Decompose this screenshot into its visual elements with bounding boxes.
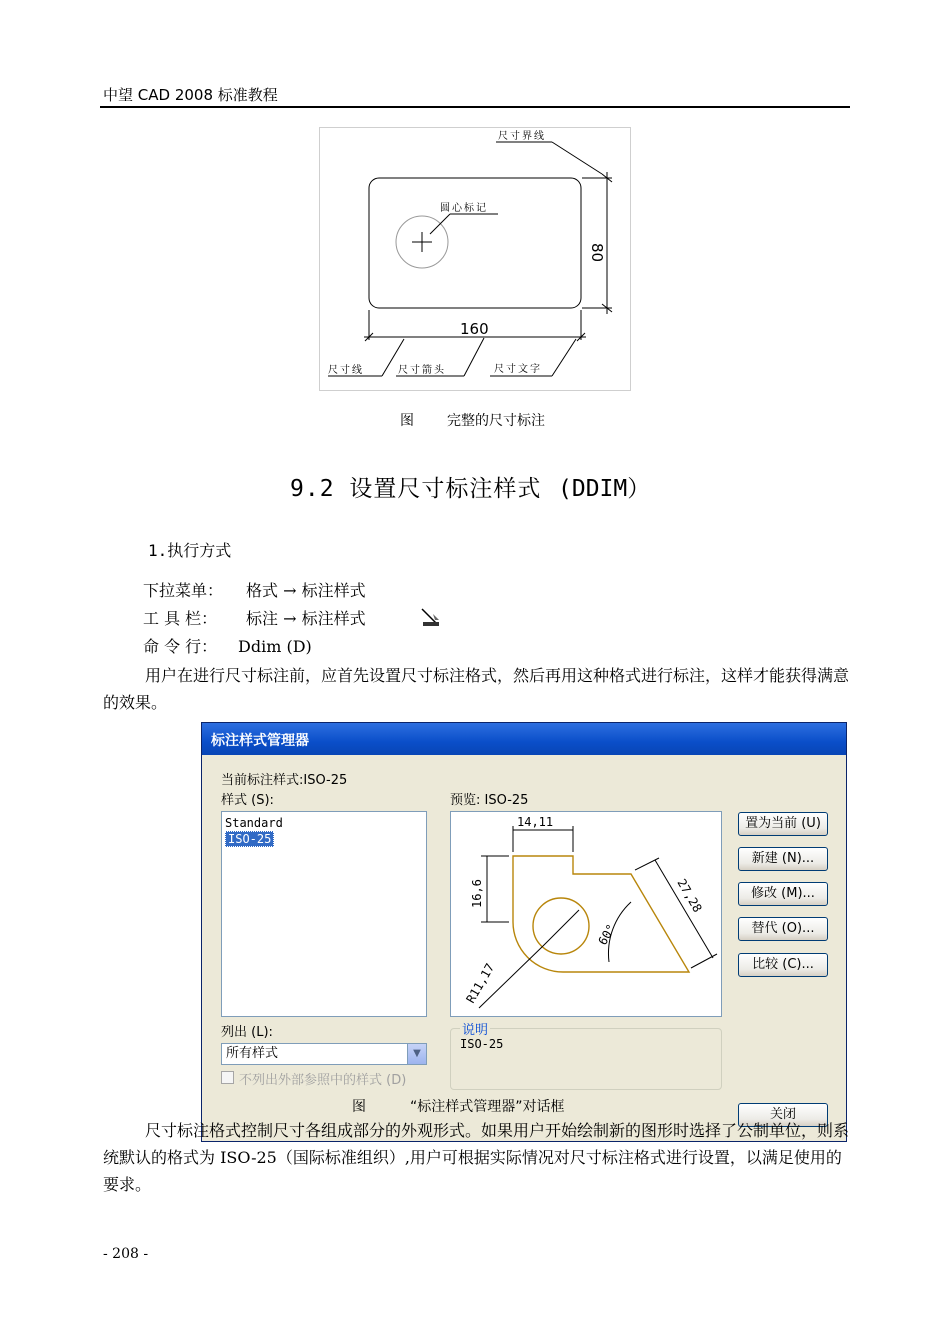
section-command: (DDIM） xyxy=(558,476,651,502)
list-label: 列出 (L): xyxy=(221,1025,273,1040)
override-button[interactable]: 替代 (O)... xyxy=(738,917,828,941)
exclude-xref-label: 不列出外部参照中的样式 (D) xyxy=(239,1073,407,1088)
paragraph-intro: 用户在进行尺寸标注前，应首先设置尺寸标注格式，然后再用这种格式进行标注，这样才能获得满意的效果。 xyxy=(103,666,850,712)
dimension-style-icon xyxy=(419,606,443,630)
dimension-drawing xyxy=(320,128,630,390)
method-command-path: Ddim (D) xyxy=(238,637,312,656)
subsection-title: 1.执行方式 xyxy=(148,541,232,560)
label-extension-line: 尺寸界线 xyxy=(498,131,546,142)
preview-dim-diag: 27,28 xyxy=(674,876,705,915)
dialog-titlebar[interactable] xyxy=(202,723,846,755)
set-current-button[interactable]: 置为当前 (U) xyxy=(738,812,828,836)
current-style-label: 当前标注样式:ISO-25 xyxy=(221,773,348,788)
method-menu-path: 格式 → 标注样式 xyxy=(246,581,366,600)
label-dimension-text: 尺寸文字 xyxy=(494,364,542,375)
description-label: 说明 xyxy=(460,1019,490,1038)
method-command-label: 命 令 行： xyxy=(143,637,218,656)
chevron-down-icon[interactable]: ▼ xyxy=(407,1044,426,1064)
label-dimension-line: 尺寸线 xyxy=(328,365,364,376)
new-button[interactable]: 新建 (N)... xyxy=(738,847,828,871)
list-select[interactable] xyxy=(221,1043,427,1065)
header-rule xyxy=(100,106,850,108)
style-item-iso25[interactable] xyxy=(225,832,274,846)
section-title: 9.2 设置尺寸标注样式 xyxy=(290,476,542,502)
preview-dim-left: 16,6 xyxy=(470,879,484,908)
preview-dim-radius: R11,17 xyxy=(463,960,498,1006)
method-toolbar-label: 工 具 栏： xyxy=(143,609,218,628)
dimension-figure xyxy=(319,127,631,391)
list-select-value: 所有样式 xyxy=(226,1046,279,1061)
dialog-title: 标注样式管理器 xyxy=(211,733,309,749)
styles-listbox[interactable] xyxy=(221,811,427,1017)
label-dimension-arrow: 尺寸箭头 xyxy=(398,365,446,376)
preview-dim-top: 14,11 xyxy=(517,815,554,829)
method-toolbar-path: 标注 → 标注样式 xyxy=(246,609,366,628)
style-item-iso25-label: ISO-25 xyxy=(225,831,274,847)
close-button[interactable]: 关闭 xyxy=(738,1103,828,1127)
paragraph-format: 尺寸标注格式控制尺寸各组成部分的外观形式。如果用户开始绘制新的图形时选择了公制单位，则系统默认的格式为 ISO-25（国际标准组织）,用户可根据实际情况对尺寸标注格式进行设置，以满足使用的要求。 xyxy=(103,1121,850,1194)
dimension-style-manager-dialog xyxy=(201,722,847,1142)
page-number: - 208 - xyxy=(103,1246,149,1262)
preview-drawing xyxy=(451,812,721,1016)
figure1-caption-prefix: 图 xyxy=(400,413,414,429)
modify-button[interactable]: 修改 (M)... xyxy=(738,882,828,906)
preview-dim-angle: 60° xyxy=(595,921,619,948)
style-item-standard[interactable]: Standard xyxy=(225,816,283,830)
compare-button[interactable]: 比较 (C)... xyxy=(738,953,828,977)
figure2-caption-prefix: 图 xyxy=(352,1096,366,1116)
header-title: 中望 CAD 2008 标准教程 xyxy=(103,86,278,104)
preview-label: 预览: ISO-25 xyxy=(450,793,529,808)
styles-label: 样式 (S): xyxy=(221,793,274,808)
exclude-xref-checkbox[interactable] xyxy=(221,1071,234,1084)
method-menu-label: 下拉菜单： xyxy=(143,581,224,600)
dim-vertical-text: 80 xyxy=(588,243,606,263)
style-preview xyxy=(450,811,722,1017)
figure2-caption: “标注样式管理器”对话框 xyxy=(410,1096,565,1116)
figure1-caption: 完整的尺寸标注 xyxy=(447,413,545,429)
label-center-mark: 圆心标记 xyxy=(440,203,488,214)
description-text: ISO-25 xyxy=(460,1037,504,1051)
dim-horizontal-text: 160 xyxy=(460,320,489,338)
